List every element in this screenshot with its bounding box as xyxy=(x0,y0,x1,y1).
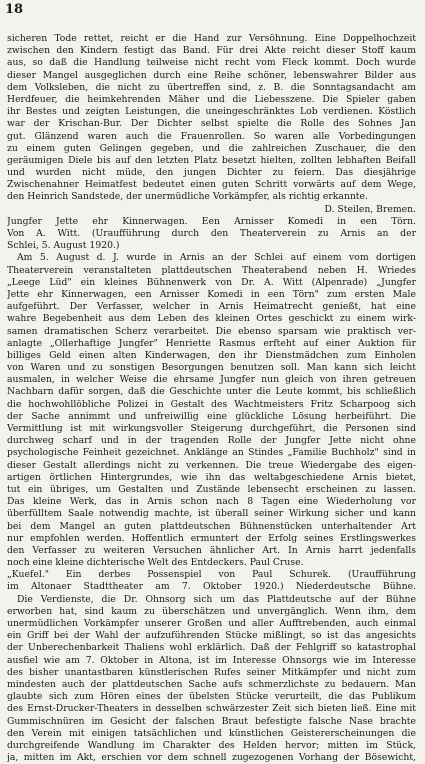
text-line: Gummischnüren im Gesicht der falschen Braut befestigte falsche Nase brachte xyxy=(7,715,416,727)
text-line: Am 5. August d. J. wurde in Arnis an der Schlei auf einem vom dortigen xyxy=(17,252,416,264)
text-line: die hochwohllöbliche Polizei in Gestalt des Wachtmeisters Fritz Scharpoog sich xyxy=(7,398,416,410)
text-line: des Ernst-Drucker-Theaters in desselben schwärzester Zeit sich bieten ließ. Eine mit xyxy=(7,703,416,715)
text-line: Zwischenahner Heimatfest bedeutet einen guten Schritt vorwärts auf dem Wege, xyxy=(7,179,416,191)
text-line: Jungfer Jette ehr Kinnerwagen. Een Arnisser Komedi in een Törn. xyxy=(7,215,416,227)
text-line: ausfiel wie am 7. Oktober in Altona, ist im Interesse Ohnsorgs wie im Interesse xyxy=(7,654,416,666)
text-line: „Leege Lüd" ein kleines Bühnenwerk von Dr. A. Witt (Alpenrade) „Jungfer xyxy=(7,276,416,288)
text-line: von Waren und zu sonstigen Besorgungen benutzen soll. Man kann sich leicht xyxy=(7,362,416,374)
text-line: Jette ehr Kinnerwagen, een Arnisser Komedi in een Törn" zum ersten Male xyxy=(7,288,416,300)
text-line: der Sache annimmt und unfreiwillig eine glückliche Lösung herbeiführt. Die xyxy=(7,410,416,422)
text-line: nur empfohlen werden. Hoffentlich ermuntert der Erfolg seines Erstlingswerkes xyxy=(7,532,416,544)
text-line: überfülltem Saale notwendig machte, ist überall seiner Wirkung sicher und kann xyxy=(7,508,416,520)
text-line: Vermittlung ist mit wirkungsvoller Steigerung durchgeführt, die Personen sind xyxy=(7,423,416,434)
text-line: unermüdlichen Vorkämpfer unserer Großen und aller Aufftrebenden, auch einmal xyxy=(7,618,416,629)
text-line: aufgeführt. Der Verfasser, welcher in Arnis Heimatrecht genießt, hat eine xyxy=(7,301,416,313)
text-line: dieser Gestalt allerdings nicht zu verkennen. Die treue Wiedergabe des eigen- xyxy=(7,459,416,471)
text-line: gut. Glänzend waren auch die Frauenrollen. So waren alle Vorbedingungen xyxy=(7,130,416,142)
text-line: artigen örtlichen Hintergrundes, wie ihn das weltabgeschiedene Arnis bietet, xyxy=(7,471,416,483)
text-line: billiges Geld einen alten Kinderwagen, den ihr Dienstmädchen zum Einholen xyxy=(7,349,416,361)
text-line: Theaterverein veranstalteten plattdeutschen Theaterabend neben H. Wriedes xyxy=(7,264,416,276)
text-line: geräumigen Diele bis auf den letzten Platz besetzt hielten, zollten lebhaften Beifall xyxy=(7,154,416,166)
text-line: Herdfeuer, die heimkehrenden Mäher und die Liebesszene. Die Spieler gaben xyxy=(7,93,416,105)
text-line: durchweg scharf und in der tragenden Rolle der Jungfer Jette nicht ohne xyxy=(7,435,416,447)
text-line: anlagte „Ollerhaftige Jungfer" Henriette Rasmus erfteht auf einer Auktion für xyxy=(7,337,416,349)
text-line: erworben hat, sind kaum zu überschätzen und unvergänglich. Wenn ihm, dem xyxy=(7,605,416,617)
text-line: durchgreifende Wandlung im Charakter des Helden hervor; mitten im Stück, xyxy=(7,739,416,751)
text-line: glaubte sich zum Hören eines der übelsten Stücke verurteilt, die das Publikum xyxy=(7,691,416,703)
text-line: psychologische Feinheit gezeichnet. Anklänge an Stindes „Familie Buchholz" sind in xyxy=(7,447,416,459)
text-line: bei dem Mangel an guten plattdeutschen Bühnenstücken unterhaltender Art xyxy=(7,520,416,532)
text-line: im Altonaer Stadttheater am 7. Oktober 1920.) Niederdeutsche Bühne. xyxy=(7,581,416,593)
text-column xyxy=(7,33,416,764)
text-line: der Unberechenbarkeit Thaliens wohl erklärlich. Daß der Fehlgriff so katastrophal xyxy=(7,642,416,654)
text-line: mindesten auch der plattdeutschen Sache aufs schmerzlichste zu bedauern. Man xyxy=(7,678,416,690)
text-line: dem Volksleben, die nicht zu übertreffen sind, z. B. die Sonntagsandacht am xyxy=(7,81,416,93)
text-line: D. Steilen, Bremen. xyxy=(324,203,416,215)
text-line: Das kleine Werk, das in Arnis schon nach 8 Tagen eine Wiederholung vor xyxy=(7,496,416,508)
text-line: den Verfasser zu weiteren Versuchen ähnlicher Art. In Arnis harrt jedenfalls xyxy=(7,544,416,556)
text-line: ja, mitten im Akt, erschien vor dem schnell zugezogenen Vorhang der Bösewicht, xyxy=(7,752,416,764)
text-line: aus, so daß die Handlung teilweise nicht recht vom Fleck kommt. Doch wurde xyxy=(7,57,416,69)
text-line: ihr Bestes und zeigten Leistungen, die uneingeschränktes Lob verdienen. Köstlich xyxy=(7,106,416,118)
text-line: zu einem guten Gelingen gegeben, und die zahlreichen Zuschauer, die den xyxy=(7,142,416,154)
text-line: „Kuefel." Ein derbes Possenspiel von Paul Schurek. (Uraufführung xyxy=(7,569,416,581)
text-line: dieser Mangel ausgeglichen durch eine Reihe schöner, lebenswahrer Bilder aus xyxy=(7,69,416,81)
text-line: den Verein mit einigen tatsächlichen und künstlichen Geistererscheinungen die xyxy=(7,727,416,739)
text-line: wahre Begebenheit aus dem Leben des kleinen Ortes geschickt zu einem wirk- xyxy=(7,313,416,325)
text-line: und wurden nicht müde, den jungen Dichter zu feiern. Das diesjährige xyxy=(7,167,416,179)
text-line: den Heinrich Sandstede, der unermüdliche Vorkämpfer, als richtig erkannte. xyxy=(7,191,368,203)
text-line: ein Griff bei der Wahl der aufzuführenden Stücke mißlingt, so ist das angesichts xyxy=(7,630,416,642)
page-number: 18 xyxy=(5,2,24,17)
text-line: samen dramatischen Scherz verarbeitet. Die ebenso sparsam wie praktisch ver- xyxy=(7,325,416,337)
text-line: zwischen den Kindern festigt das Band. Für drei Akte reicht dieser Stoff kaum xyxy=(7,45,416,57)
text-line: noch eine kleine dichterische Welt des Entdeckers. Paul Cruse. xyxy=(7,557,304,569)
text-line: Von A. Witt. (Uraufführung durch den Theaterverein zu Arnis an der xyxy=(7,228,416,239)
text-line: sicheren Tode rettet, reicht er die Hand zur Versöhnung. Eine Doppelhochzeit xyxy=(7,33,416,44)
text-line: tut ein übriges, um Gestalten und Zustände lebensecht erscheinen zu lassen. xyxy=(7,483,416,495)
text-line: Schlei, 5. August 1920.) xyxy=(7,240,120,252)
text-line: war der Krischan-Bur. Der Dichter selbst spielte die Rolle des Sohnes Jan xyxy=(7,118,416,130)
text-line: Nachbarn dafür sorgen, daß die Geschichte unter die Leute kommt, bis schließlich xyxy=(7,386,416,398)
text-line: Die Verdienste, die Dr. Ohnsorg sich um das Plattdeutsche auf der Bühne xyxy=(17,593,416,605)
text-line: des bisher unantastbaren künstlerischen Rufes seiner Mitkämpfer und nicht zum xyxy=(7,666,416,678)
text-line: ausmalen, in welcher Weise die ehrsame Jungfer nun gleich von ihren getreuen xyxy=(7,374,416,386)
